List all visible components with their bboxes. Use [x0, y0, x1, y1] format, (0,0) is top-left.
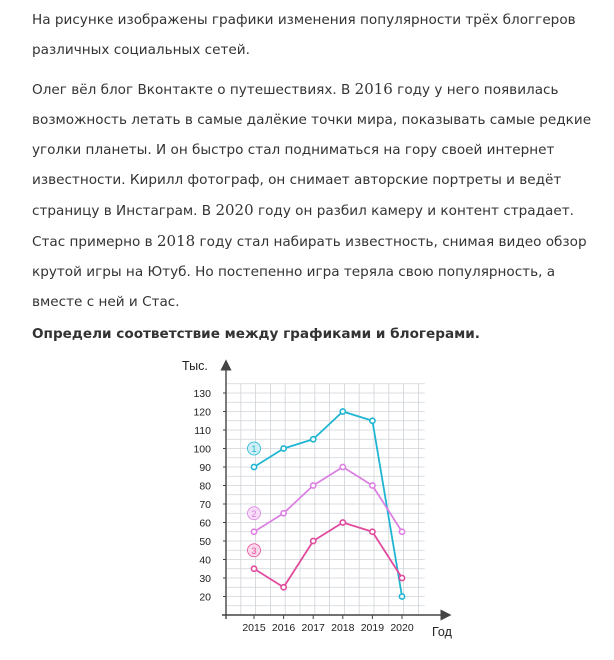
y-tick-label: 80	[199, 480, 211, 493]
y-tick-label: 60	[199, 517, 211, 530]
year-2020: 2020	[215, 201, 254, 219]
y-axis-title: Тыс.	[182, 359, 208, 373]
y-tick-label: 90	[199, 462, 211, 474]
intro-text: На рисунке изображены графики изменения популярности трёх блоггеров различных социальных сетей.	[32, 12, 576, 58]
series-badge-label-3: 3	[251, 545, 257, 556]
task-question: Определи соответствие между графиками и блогерами.	[32, 326, 480, 342]
story-part-c: году он разбил камеру и контент страдает. Стас примерно в	[32, 203, 574, 250]
y-tick-label: 120	[193, 406, 211, 419]
series-badge-label-2: 2	[251, 508, 257, 519]
y-tick-label: 100	[193, 443, 211, 456]
series-point-2	[281, 511, 286, 516]
series-badge-label-1: 1	[251, 444, 257, 454]
story-part-a: Олег вёл блог Вконтакте о путешествиях. В	[32, 82, 355, 98]
series-point-2	[311, 483, 316, 488]
series-point-3	[399, 575, 404, 580]
series-point-1	[281, 446, 286, 451]
y-tick-label: 130	[193, 388, 211, 400]
x-tick-label: 2018	[331, 622, 355, 634]
series-point-1	[370, 418, 375, 423]
year-2016: 2016	[354, 80, 393, 98]
x-tick-label: 2019	[360, 622, 385, 634]
y-tick-label: 40	[199, 554, 211, 567]
y-tick-label: 20	[199, 591, 211, 604]
year-2018: 2018	[157, 232, 196, 250]
series-point-1	[399, 594, 404, 599]
series-line-2	[254, 467, 402, 532]
x-axis-title: Год	[432, 625, 452, 639]
chart-labels	[182, 359, 453, 639]
series-point-2	[251, 529, 256, 534]
x-tick-label: 2015	[242, 622, 266, 634]
series-point-3	[251, 566, 256, 571]
series-point-2	[399, 529, 404, 534]
series-point-1	[251, 464, 256, 469]
story-text	[32, 74, 600, 317]
y-tick-label: 30	[199, 573, 211, 585]
series-point-2	[370, 483, 375, 488]
y-tick-label: 70	[199, 499, 211, 511]
series-point-3	[281, 585, 286, 590]
popularity-chart	[170, 350, 470, 655]
x-tick-label: 2020	[390, 622, 414, 634]
chart-grid	[226, 384, 425, 615]
story-part-b: году у него появилась возможность летать в самые далёкие точки мира, показывать самые редкие уголки планеты. И он быстро стал подниматься на гору своей интернет известности. Кирилл фотограф, он снимает авторские портреты и ведёт страницу в Инстаграм. В	[32, 82, 592, 219]
series-point-1	[340, 409, 345, 414]
series-point-1	[311, 437, 316, 442]
series-point-2	[340, 464, 345, 469]
x-tick-label: 2016	[271, 622, 296, 634]
y-tick-label: 50	[199, 536, 211, 548]
series-point-3	[311, 538, 316, 543]
story-part-d: году стал набирать известность, снимая видео обзор крутой игры на Ютуб. Но постепенно игра теряла свою популярность, а вместе с ней и Стас.	[32, 234, 587, 310]
series-line-3	[254, 523, 402, 588]
series-point-3	[340, 520, 345, 525]
y-tick-label: 110	[194, 425, 211, 437]
x-tick-label: 2017	[301, 622, 325, 634]
series-point-3	[370, 529, 375, 534]
